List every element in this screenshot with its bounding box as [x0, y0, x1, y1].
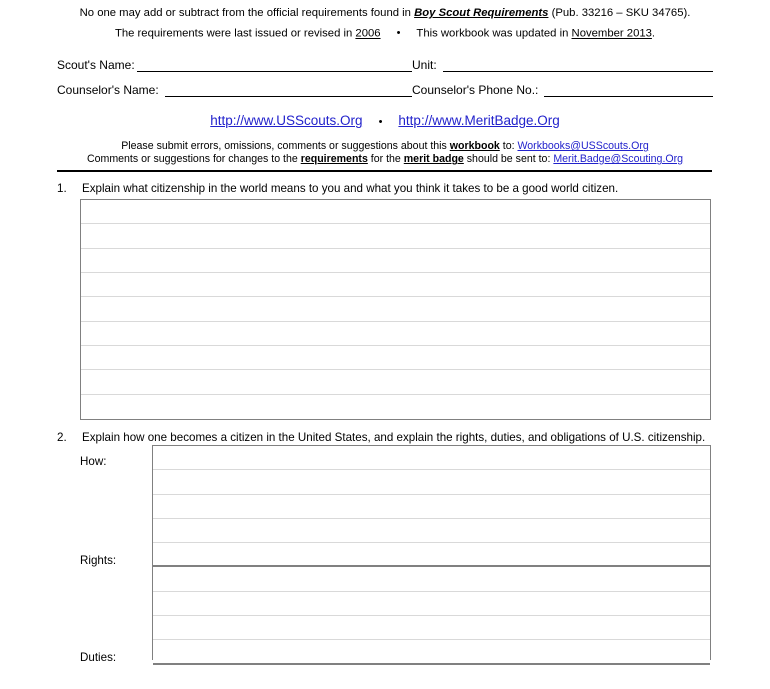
submit-line-2 — [0, 153, 770, 166]
answer-line[interactable] — [153, 640, 710, 664]
usscouts-link[interactable]: http://www.USScouts.Org — [210, 113, 363, 129]
answer-line[interactable] — [81, 297, 710, 321]
field-row-2 — [57, 83, 713, 97]
submit-line1-middle: to: — [499, 140, 518, 153]
workbooks-email-link[interactable]: Workbooks@USScouts.Org — [517, 140, 649, 153]
counselor-phone-input[interactable] — [544, 83, 713, 97]
meritbadge-link[interactable]: http://www.MeritBadge.Org — [398, 113, 560, 129]
answer-line[interactable] — [81, 249, 710, 273]
website-links — [0, 113, 770, 128]
counselor-phone-label: Counselor's Phone No.: — [412, 83, 539, 98]
counselor-name-field[interactable] — [57, 83, 412, 97]
requirements-keyword: requirements — [300, 153, 368, 166]
revision-year: 2006 — [355, 27, 381, 40]
notice-line1-suffix: (Pub. 33216 – SKU 34765). — [548, 7, 691, 19]
counselor-phone-field[interactable] — [412, 83, 713, 97]
answer-line[interactable] — [153, 470, 710, 494]
section-divider — [57, 170, 712, 172]
answer-line[interactable] — [81, 322, 710, 346]
answer-line[interactable] — [153, 446, 710, 470]
counselor-name-input[interactable] — [165, 83, 412, 97]
submit-feedback-block — [0, 140, 770, 166]
answer-line[interactable] — [81, 200, 710, 224]
question-1 — [0, 182, 618, 195]
answer-line[interactable] — [153, 665, 710, 689]
merit-badge-email-link[interactable]: Merit.Badge@Scouting.Org — [553, 153, 684, 166]
header-notice — [0, 0, 770, 40]
boy-scout-requirements-title: Boy Scout Requirements — [414, 7, 549, 19]
notice-line2-prefix: The requirements were last issued or revised in — [114, 27, 356, 40]
workbook-updated-date: November 2013 — [571, 27, 652, 40]
notice-line2-middle: This workbook was updated in — [416, 27, 572, 40]
answer-line[interactable] — [81, 273, 710, 297]
notice-line1-prefix: No one may add or subtract from the official requirements found in — [79, 7, 415, 19]
notice-bullet-separator: • — [396, 27, 401, 40]
question-1-text: Explain what citizenship in the world means to you and what you think it takes to be a good world citizen. — [82, 182, 619, 195]
question-1-number: 1. — [57, 182, 67, 195]
merit-badge-keyword: merit badge — [403, 153, 464, 166]
question-1-answer-box[interactable] — [80, 199, 711, 420]
answer-line[interactable] — [81, 224, 710, 248]
field-row-1 — [57, 58, 713, 72]
submit-line1-prefix: Please submit errors, omissions, comments or suggestions about this — [121, 140, 450, 153]
notice-line-2 — [0, 28, 770, 40]
unit-label: Unit: — [412, 58, 437, 73]
answer-line[interactable] — [81, 346, 710, 370]
notice-line-1 — [0, 8, 770, 19]
submit-line2-suffix: should be sent to: — [463, 153, 554, 166]
unit-field[interactable] — [412, 58, 713, 72]
notice-line2-period: . — [651, 27, 656, 40]
identification-fields — [0, 58, 770, 97]
unit-input[interactable] — [443, 58, 713, 72]
question-2-text: Explain how one becomes a citizen in the United States, and explain the rights, duties, and obligations of U.S. citizenship. — [82, 431, 706, 444]
question-2-duties-label: Duties: — [80, 651, 117, 664]
question-2-rights-label: Rights: — [80, 554, 117, 567]
scout-name-label: Scout's Name: — [57, 58, 135, 73]
question-2-how-label: How: — [80, 455, 107, 468]
links-bullet-separator: • — [378, 115, 383, 128]
workbook-keyword: workbook — [449, 140, 500, 153]
question-2-number: 2. — [57, 431, 67, 444]
counselor-name-label: Counselor's Name: — [57, 83, 159, 98]
answer-line[interactable] — [153, 519, 710, 543]
submit-line2-middle: for the — [367, 153, 404, 166]
answer-line[interactable] — [81, 395, 710, 419]
answer-line[interactable] — [153, 567, 710, 591]
scout-name-input[interactable] — [137, 58, 412, 72]
submit-line2-prefix: Comments or suggestions for changes to the — [86, 153, 301, 166]
scout-name-field[interactable] — [57, 58, 412, 72]
question-2 — [0, 431, 705, 444]
answer-line[interactable] — [153, 616, 710, 640]
answer-line[interactable] — [153, 543, 710, 567]
question-2-answer-box[interactable] — [152, 445, 711, 660]
answer-line[interactable] — [153, 592, 710, 616]
submit-line-1 — [0, 140, 770, 153]
answer-line[interactable] — [81, 370, 710, 394]
answer-line[interactable] — [153, 495, 710, 519]
